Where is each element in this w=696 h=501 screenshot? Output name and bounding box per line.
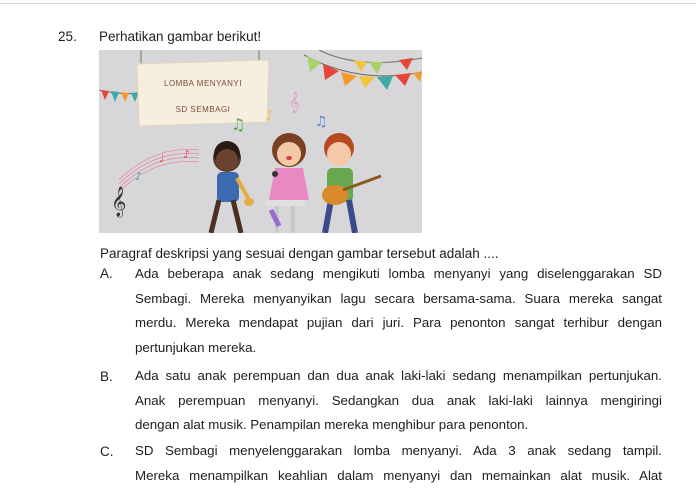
option-a-letter[interactable]: A. bbox=[100, 266, 113, 281]
question-instruction: Perhatikan gambar berikut! bbox=[99, 29, 262, 44]
contest-banner bbox=[137, 60, 269, 126]
option-c-line: SD Sembagi menyelenggarakan lomba menyanyi. Ada 3 anak sedang tampil. bbox=[135, 443, 662, 458]
music-note-icon: 𝄞 bbox=[289, 92, 300, 113]
option-b-line: dengan alat musik. Penampilan mereka menghibur para penonton. bbox=[135, 417, 529, 433]
option-b-line: Ada satu anak perempuan dan dua anak laki-laki sedang menampilkan pertunjukan. bbox=[135, 368, 662, 383]
option-b-line: Anak perempuan menyanyi. Sedangkan dua anak laki-laki lainnya mengiringi bbox=[135, 392, 662, 408]
option-a-line: merdu. Mereka mendapat pujian dari juri. Para penonton sangat terhibur dengan bbox=[135, 315, 662, 331]
music-note-icon: ♫ bbox=[315, 114, 328, 130]
option-c-line: Mereka menampilkan keahlian dalam menyanyi dan memainkan alat musik. Alat bbox=[135, 467, 662, 483]
option-c-letter[interactable]: C. bbox=[100, 444, 114, 459]
option-b-text[interactable] bbox=[135, 364, 662, 438]
treble-clef-icon: 𝄞 bbox=[111, 187, 127, 217]
banner-line1: LOMBA MENYANYI bbox=[164, 79, 242, 88]
question-stem: Paragraf deskripsi yang sesuai dengan gambar tersebut adalah .... bbox=[100, 246, 499, 261]
singing-contest-illustration bbox=[99, 50, 422, 233]
option-a-text[interactable] bbox=[135, 262, 662, 360]
option-a-line: pertunjukan mereka. bbox=[135, 339, 257, 355]
music-note-icon: ♪ bbox=[265, 108, 274, 124]
top-divider bbox=[0, 3, 696, 4]
option-c-text[interactable] bbox=[135, 439, 662, 488]
option-b-letter[interactable]: B. bbox=[100, 369, 113, 384]
question-number: 25. bbox=[58, 29, 77, 44]
music-note-icon: ♪ bbox=[183, 148, 191, 161]
music-note-icon: ♫ bbox=[231, 115, 246, 134]
banner-line2: SD SEMBAGI bbox=[175, 105, 231, 114]
music-note-icon: ♩ bbox=[159, 152, 165, 165]
option-a-line: Ada beberapa anak sedang mengikuti lomba menyanyi yang diselenggarakan SD bbox=[135, 266, 662, 281]
music-note-icon: ♪ bbox=[135, 170, 143, 183]
option-a-line: Sembagi. Mereka menyanyikan lagu secara bersama-sama. Suara mereka sangat bbox=[135, 290, 662, 306]
